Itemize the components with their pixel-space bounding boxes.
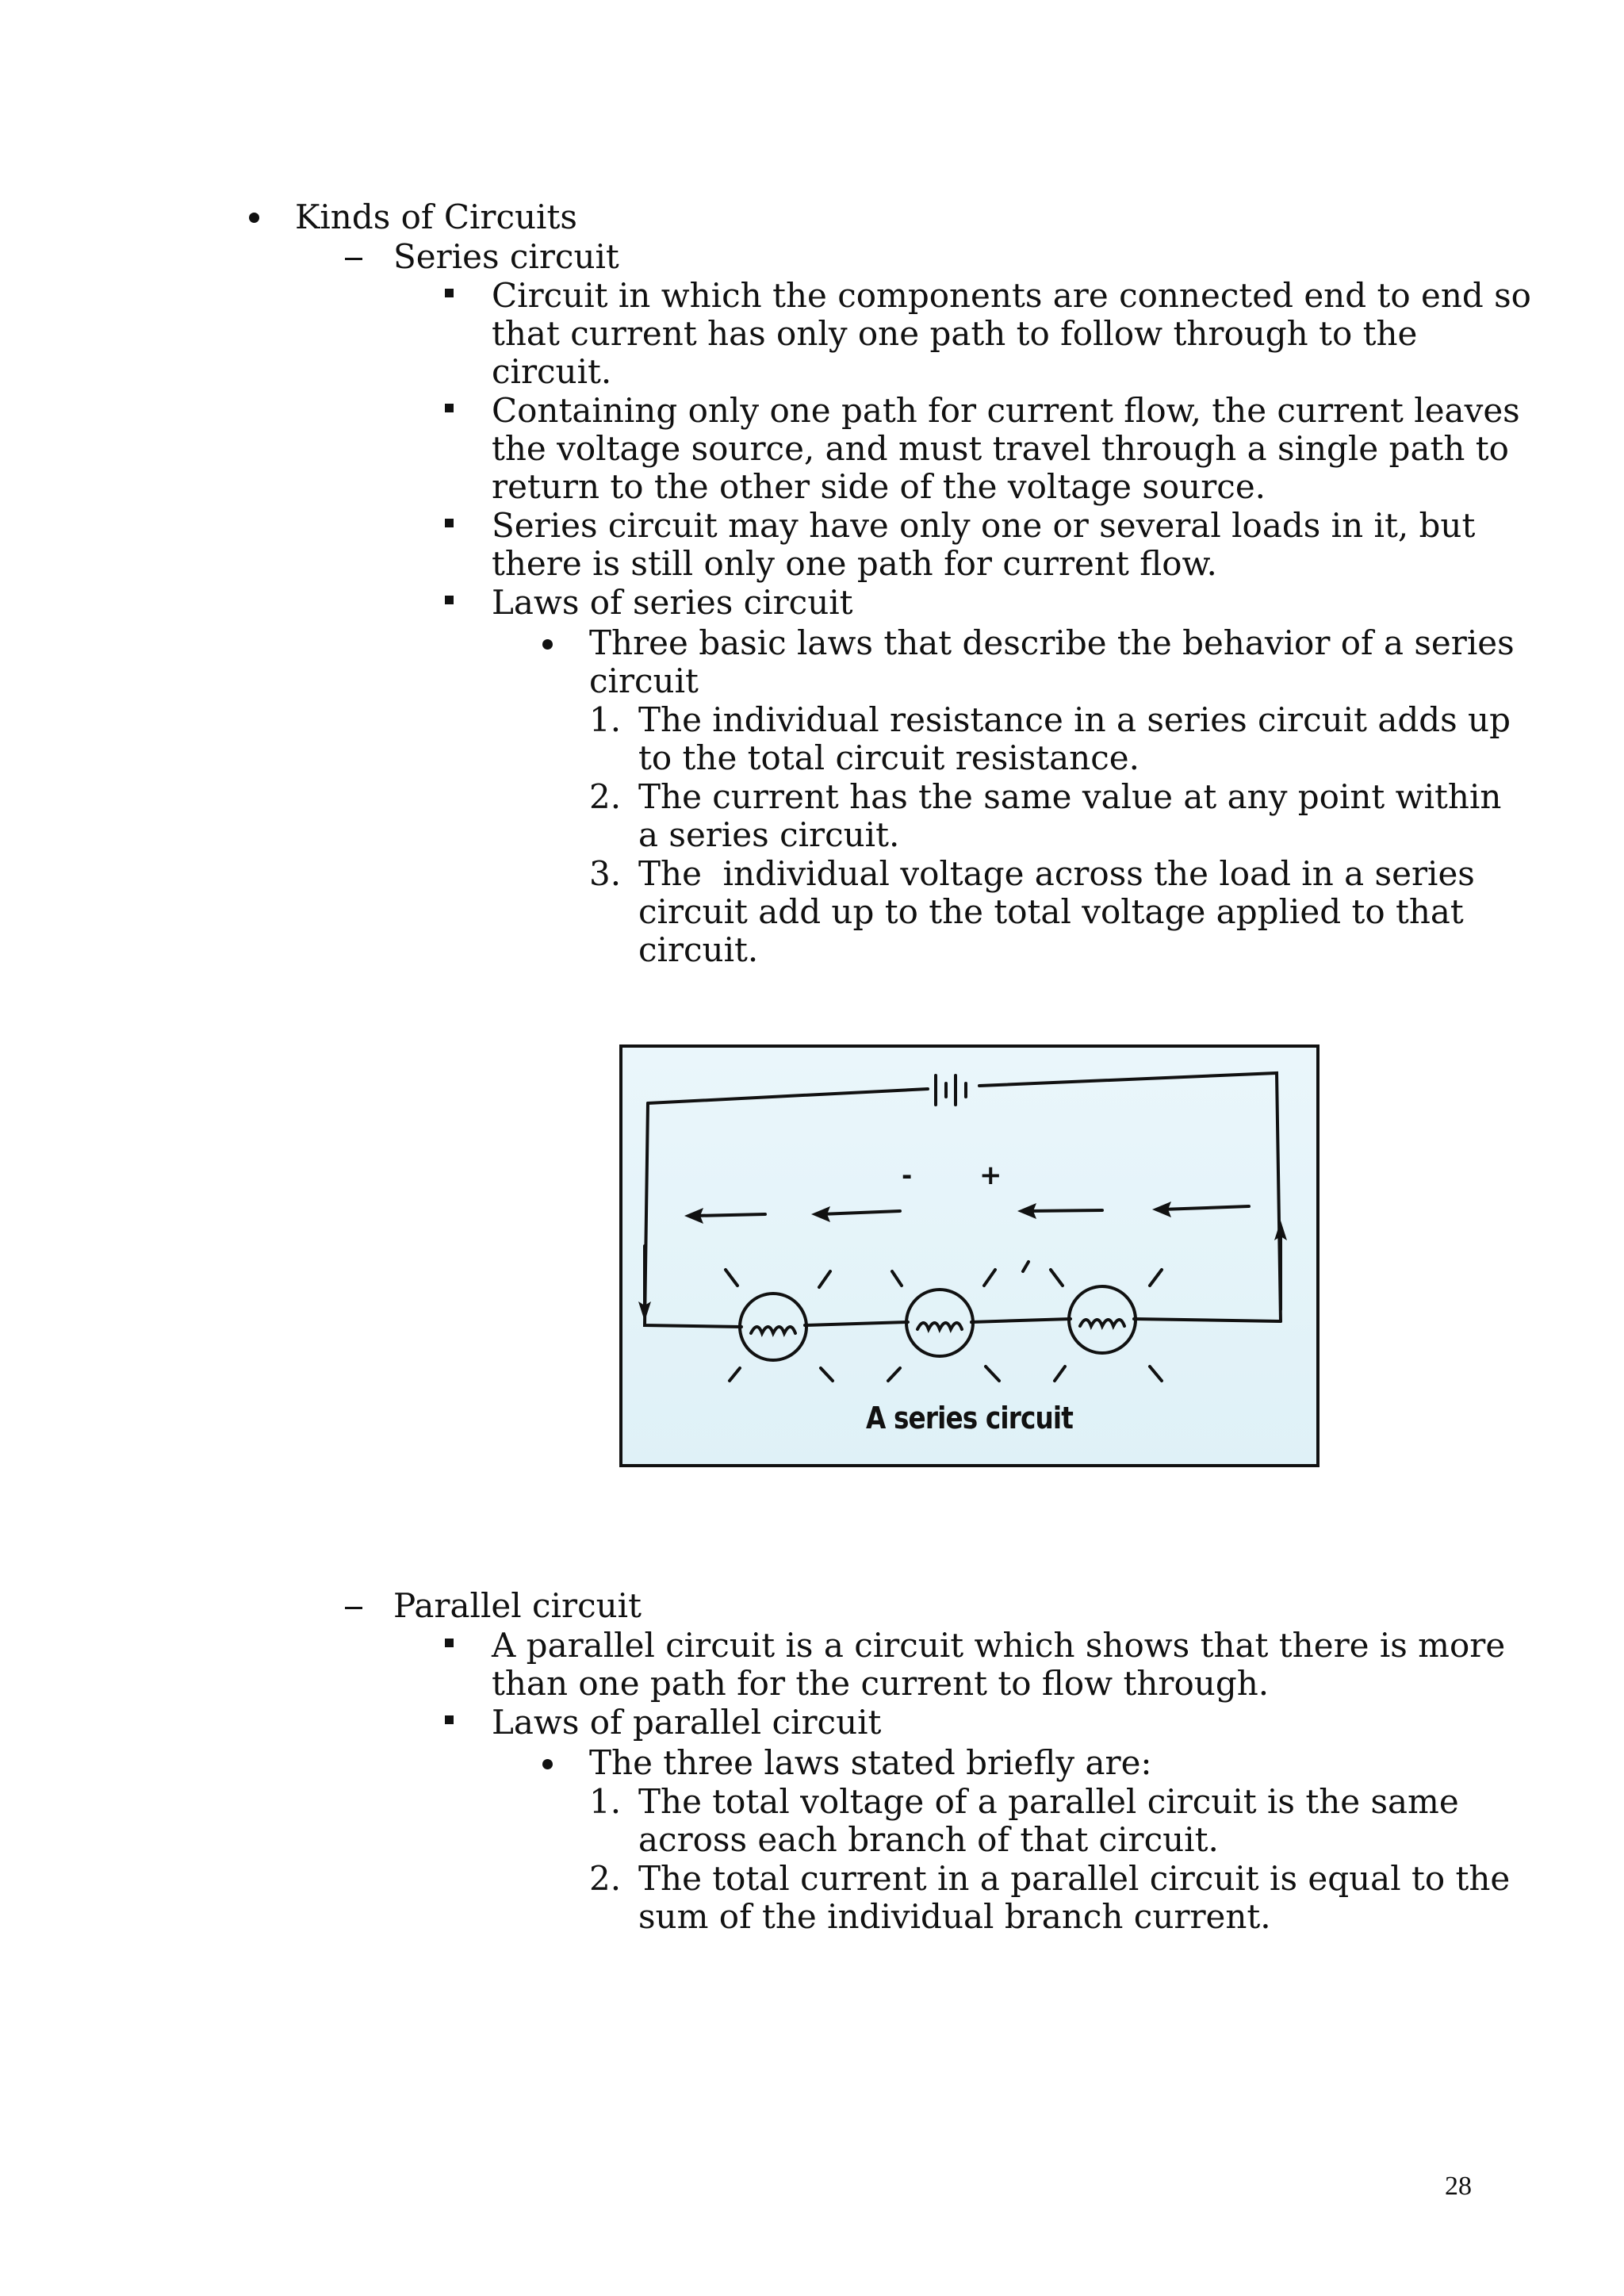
square-bullet-marker: [445, 519, 454, 527]
dash-marker: [345, 1607, 362, 1609]
dash-marker: [345, 258, 362, 260]
bullet-dot-marker: [542, 639, 553, 650]
figure-caption: A series circuit: [865, 1401, 1073, 1435]
parallel-bullet-1-line-1: A parallel circuit is a circuit which shows that there is more: [492, 1626, 1506, 1665]
current-line: [694, 1214, 765, 1216]
section-heading: Kinds of Circuits: [295, 197, 577, 236]
lamp-3-filament: [1080, 1320, 1124, 1326]
lamp-3: [1069, 1286, 1136, 1353]
series-laws-intro-line-2: circuit: [589, 661, 699, 700]
lamp-2: [906, 1290, 973, 1356]
light-ray: [1150, 1270, 1162, 1286]
light-ray: [888, 1368, 900, 1381]
series-bullet-1-line-1: Circuit in which the components are connected end to end so: [492, 276, 1531, 315]
parallel-circuit-title: Parallel circuit: [393, 1586, 642, 1625]
square-bullet-marker: [445, 289, 454, 297]
battery-minus-sign: -: [902, 1160, 913, 1190]
light-ray: [726, 1270, 737, 1286]
parallel-law-2-line-2: sum of the individual branch current.: [638, 1897, 1271, 1936]
square-bullet-marker: [445, 1715, 454, 1724]
top-wire-right: [979, 1073, 1281, 1321]
series-circuit-title: Series circuit: [393, 237, 619, 276]
current-line: [821, 1211, 900, 1214]
parallel-law-2-line-1: The total current in a parallel circuit is equal to the: [638, 1859, 1511, 1898]
parallel-laws-title: Laws of parallel circuit: [492, 1703, 882, 1742]
law-number: 1.: [589, 1782, 622, 1821]
bottom-wire: [805, 1322, 908, 1325]
light-ray: [821, 1368, 833, 1381]
square-bullet-marker: [445, 596, 454, 604]
bullet-dot-marker: [542, 1759, 553, 1769]
series-bullet-3-line-2: there is still only one path for current flow.: [492, 544, 1217, 583]
bottom-wire: [971, 1319, 1071, 1322]
series-laws-title: Laws of series circuit: [492, 583, 853, 622]
series-bullet-3-line-1: Series circuit may have only one or several loads in it, but: [492, 506, 1476, 545]
series-law-1-line-2: to the total circuit resistance.: [638, 738, 1139, 777]
series-law-3-line-1: The individual voltage across the load in a series: [638, 854, 1475, 893]
series-law-1-line-1: The individual resistance in a series circuit adds up: [638, 700, 1511, 739]
series-bullet-2-line-3: return to the other side of the voltage source.: [492, 467, 1266, 506]
parallel-law-1-line-1: The total voltage of a parallel circuit is the same: [638, 1782, 1459, 1821]
law-number: 2.: [589, 1859, 622, 1898]
series-law-2-line-2: a series circuit.: [638, 815, 900, 854]
series-bullet-2-line-2: the voltage source, and must travel through a single path to: [492, 429, 1509, 468]
series-laws-intro-line-1: Three basic laws that describe the behavior of a series: [589, 623, 1515, 662]
top-wire-left: [648, 1089, 928, 1103]
series-law-3-line-3: circuit.: [638, 930, 759, 969]
light-ray: [984, 1270, 995, 1286]
light-ray: [1023, 1262, 1028, 1271]
bottom-wire: [1134, 1319, 1281, 1321]
series-law-3-line-2: circuit add up to the total voltage applied to that: [638, 892, 1464, 931]
light-ray: [892, 1271, 902, 1286]
law-number: 1.: [589, 700, 622, 739]
page-number: 28: [1445, 2171, 1472, 2201]
lamp-1-filament: [751, 1327, 795, 1333]
light-ray: [986, 1366, 999, 1381]
light-ray: [730, 1368, 740, 1381]
light-ray: [819, 1271, 830, 1287]
light-ray: [1051, 1270, 1063, 1286]
series-circuit-figure: [619, 1045, 1320, 1467]
law-number: 3.: [589, 854, 622, 893]
series-law-2-line-1: The current has the same value at any point within: [638, 777, 1502, 816]
square-bullet-marker: [445, 1639, 454, 1647]
series-bullet-1-line-3: circuit.: [492, 352, 612, 391]
series-bullet-2-line-1: Containing only one path for current flow, the current leaves: [492, 391, 1520, 430]
series-bullet-1-line-2: that current has only one path to follow through to the: [492, 314, 1418, 353]
square-bullet-marker: [445, 404, 454, 412]
law-number: 2.: [589, 777, 622, 816]
parallel-law-1-line-2: across each branch of that circuit.: [638, 1820, 1219, 1859]
battery-plus-sign: +: [979, 1159, 1002, 1191]
light-ray: [1150, 1366, 1162, 1381]
lamp-1: [740, 1294, 806, 1360]
parallel-bullet-1-line-2: than one path for the current to flow through.: [492, 1664, 1270, 1703]
current-line: [1027, 1210, 1102, 1211]
bullet-dot-marker: [249, 213, 259, 223]
lamp-2-filament: [917, 1323, 962, 1329]
light-ray: [1055, 1366, 1065, 1381]
current-line: [1162, 1206, 1249, 1209]
parallel-laws-intro: The three laws stated briefly are:: [589, 1743, 1152, 1782]
